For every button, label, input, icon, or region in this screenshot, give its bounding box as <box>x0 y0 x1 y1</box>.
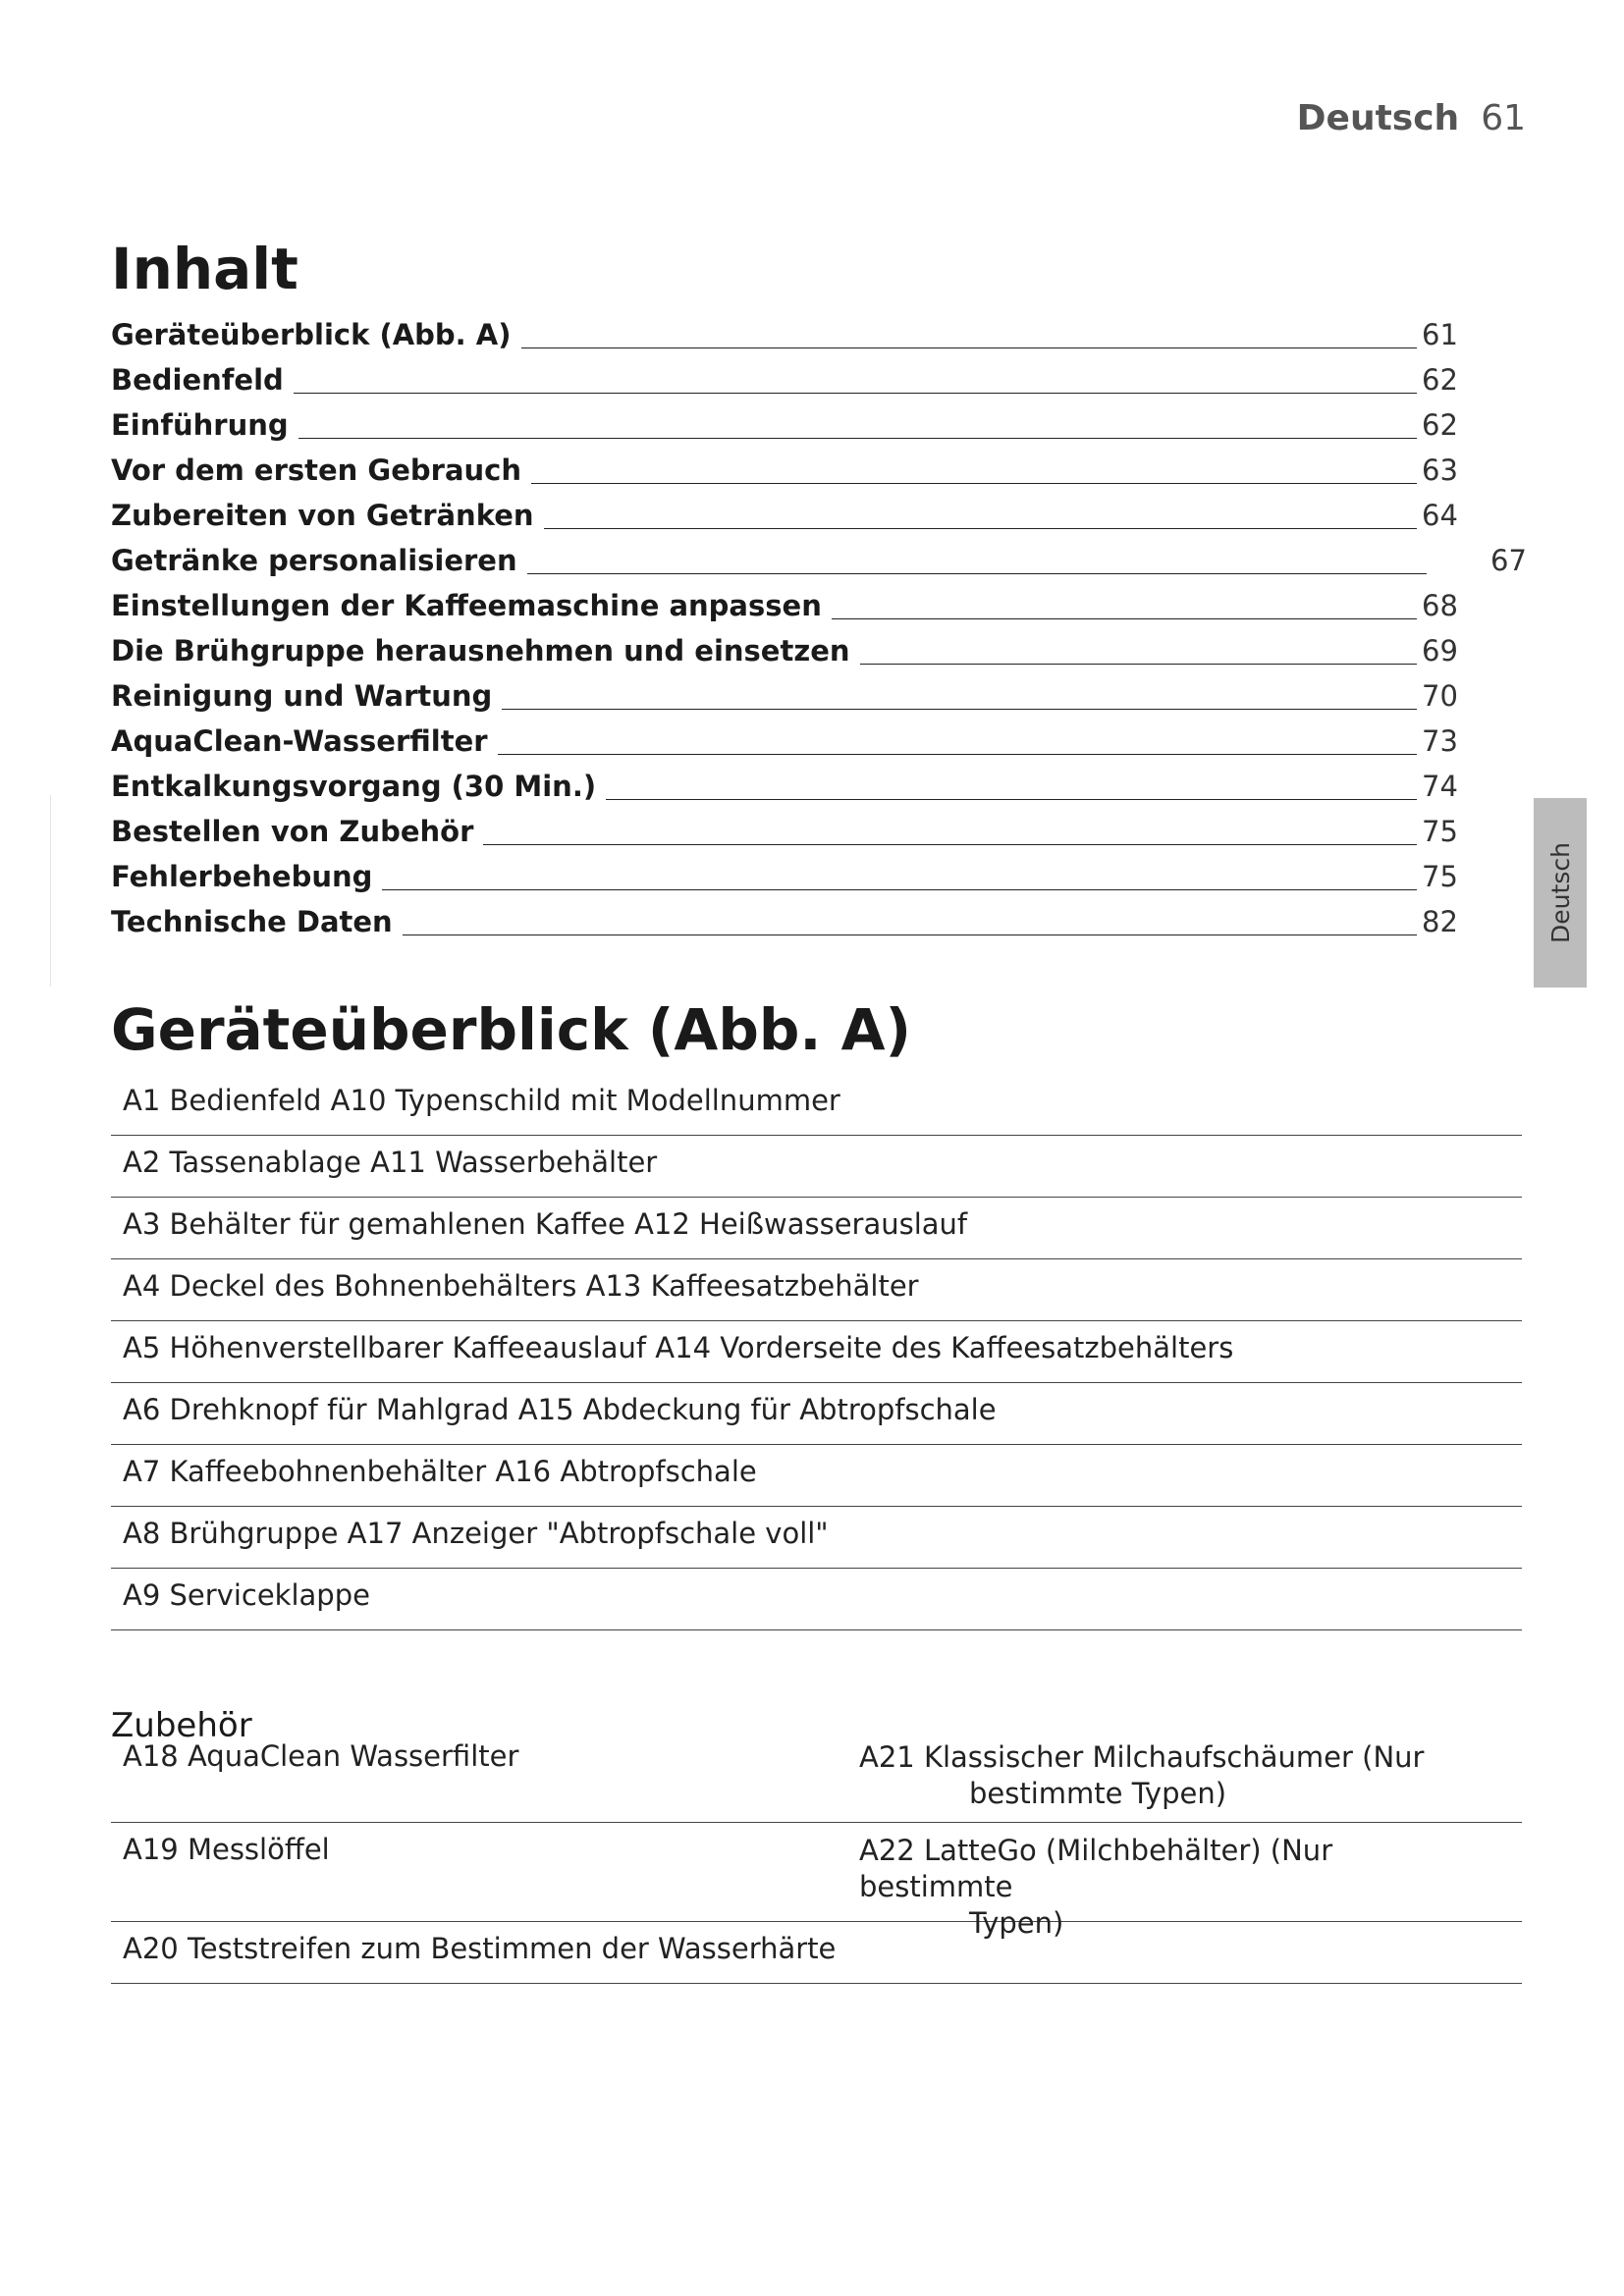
toc-entry-page: 75 <box>1422 860 1458 893</box>
accessory-left: A19 Messlöffel <box>123 1833 330 1866</box>
margin-rule <box>50 795 51 987</box>
toc-entry-page: 69 <box>1422 634 1458 667</box>
accessories-title: Zubehör <box>111 1706 252 1746</box>
toc-entry[interactable] <box>111 583 1525 628</box>
toc-entry[interactable] <box>111 538 1525 583</box>
toc-entry-page: 61 <box>1422 318 1458 351</box>
language-side-tab <box>1534 798 1587 988</box>
toc-entry-label: Bedienfeld <box>111 363 294 397</box>
toc-entry-page: 62 <box>1422 408 1458 442</box>
toc-entry-label: AquaClean-Wasserfilter <box>111 724 498 758</box>
page-header <box>1297 98 1526 138</box>
toc-entry[interactable] <box>111 764 1525 809</box>
toc-entry-page: 64 <box>1422 499 1458 532</box>
list-item: A2 Tassenablage A11 Wasserbehälter <box>111 1136 1522 1198</box>
accessories-table <box>111 1730 1522 1984</box>
accessory-right-line2: Typen) <box>969 1906 1064 1940</box>
list-item: A3 Behälter für gemahlenen Kaffee A12 Heißwasserauslauf <box>111 1198 1522 1259</box>
toc-entry[interactable] <box>111 493 1525 538</box>
list-item: A8 Brühgruppe A17 Anzeiger "Abtropfschale voll" <box>111 1507 1522 1569</box>
toc-entry-label: Geräteüberblick (Abb. A) <box>111 318 521 351</box>
accessory-right-line2: bestimmte Typen) <box>969 1777 1227 1810</box>
toc-entry-label: Vor dem ersten Gebrauch <box>111 454 531 487</box>
list-item: A7 Kaffeebohnenbehälter A16 Abtropfschale <box>111 1445 1522 1507</box>
toc-entry-page: 75 <box>1422 815 1458 848</box>
toc-entry[interactable] <box>111 809 1525 854</box>
toc-entry-label: Zubereiten von Getränken <box>111 499 544 532</box>
toc-leader <box>111 438 1417 439</box>
toc-entry-label: Entkalkungsvorgang (30 Min.) <box>111 770 606 803</box>
side-tab-label: Deutsch <box>1545 842 1575 943</box>
toc-entry-page: 74 <box>1422 770 1458 803</box>
accessory-right-line1: A22 LatteGo (Milchbehälter) (Nur bestimmte <box>859 1834 1333 1903</box>
toc-entry[interactable] <box>111 357 1525 402</box>
toc-entry-label: Technische Daten <box>111 905 403 938</box>
list-item: A5 Höhenverstellbarer Kaffeeauslauf A14 Vorderseite des Kaffeesatzbehälters <box>111 1321 1522 1383</box>
parts-list <box>111 1074 1522 1630</box>
list-item: A9 Serviceklappe <box>111 1569 1522 1630</box>
accessory-left: A18 AquaClean Wasserfilter <box>123 1739 519 1773</box>
toc-entry[interactable] <box>111 402 1525 448</box>
accessory-left: A20 Teststreifen zum Bestimmen der Wasserhärte <box>123 1932 837 1965</box>
toc-entry-page: 82 <box>1422 905 1458 938</box>
toc-entry-label: Bestellen von Zubehör <box>111 815 483 848</box>
header-language: Deutsch <box>1296 98 1460 138</box>
toc-entry-page: 63 <box>1422 454 1458 487</box>
accessory-right <box>859 1739 1468 1812</box>
toc-entry[interactable] <box>111 854 1525 899</box>
toc-entry-label: Die Brühgruppe herausnehmen und einsetzen <box>111 634 860 667</box>
table-row <box>111 1922 1522 1984</box>
header-page-number: 61 <box>1481 98 1526 138</box>
overview-title: Geräteüberblick (Abb. A) <box>111 996 911 1063</box>
table-of-contents <box>111 312 1525 944</box>
toc-entry[interactable] <box>111 899 1525 944</box>
toc-entry[interactable] <box>111 312 1525 357</box>
table-row <box>111 1730 1522 1823</box>
toc-title: Inhalt <box>111 236 298 302</box>
toc-entry-page: 73 <box>1422 724 1458 758</box>
toc-entry-page: 62 <box>1422 363 1458 397</box>
toc-entry-label: Einführung <box>111 408 298 442</box>
accessory-right-line1: A21 Klassischer Milchaufschäumer (Nur <box>859 1740 1425 1774</box>
toc-entry-page: 68 <box>1422 589 1458 622</box>
toc-entry[interactable] <box>111 673 1525 719</box>
list-item: A6 Drehknopf für Mahlgrad A15 Abdeckung für Abtropfschale <box>111 1383 1522 1445</box>
table-row <box>111 1823 1522 1940</box>
toc-entry-label: Reinigung und Wartung <box>111 679 502 713</box>
toc-entry[interactable] <box>111 628 1525 673</box>
toc-entry-page: 70 <box>1422 679 1458 713</box>
toc-entry-label: Einstellungen der Kaffeemaschine anpassen <box>111 589 832 622</box>
list-item: A4 Deckel des Bohnenbehälters A13 Kaffeesatzbehälter <box>111 1259 1522 1321</box>
toc-leader <box>111 393 1417 394</box>
toc-entry[interactable] <box>111 448 1525 493</box>
toc-entry-page: 67 <box>1490 544 1527 577</box>
toc-entry[interactable] <box>111 719 1525 764</box>
list-item: A1 Bedienfeld A10 Typenschild mit Modellnummer <box>111 1074 1522 1136</box>
toc-entry-label: Getränke personalisieren <box>111 544 527 577</box>
toc-entry-label: Fehlerbehebung <box>111 860 382 893</box>
